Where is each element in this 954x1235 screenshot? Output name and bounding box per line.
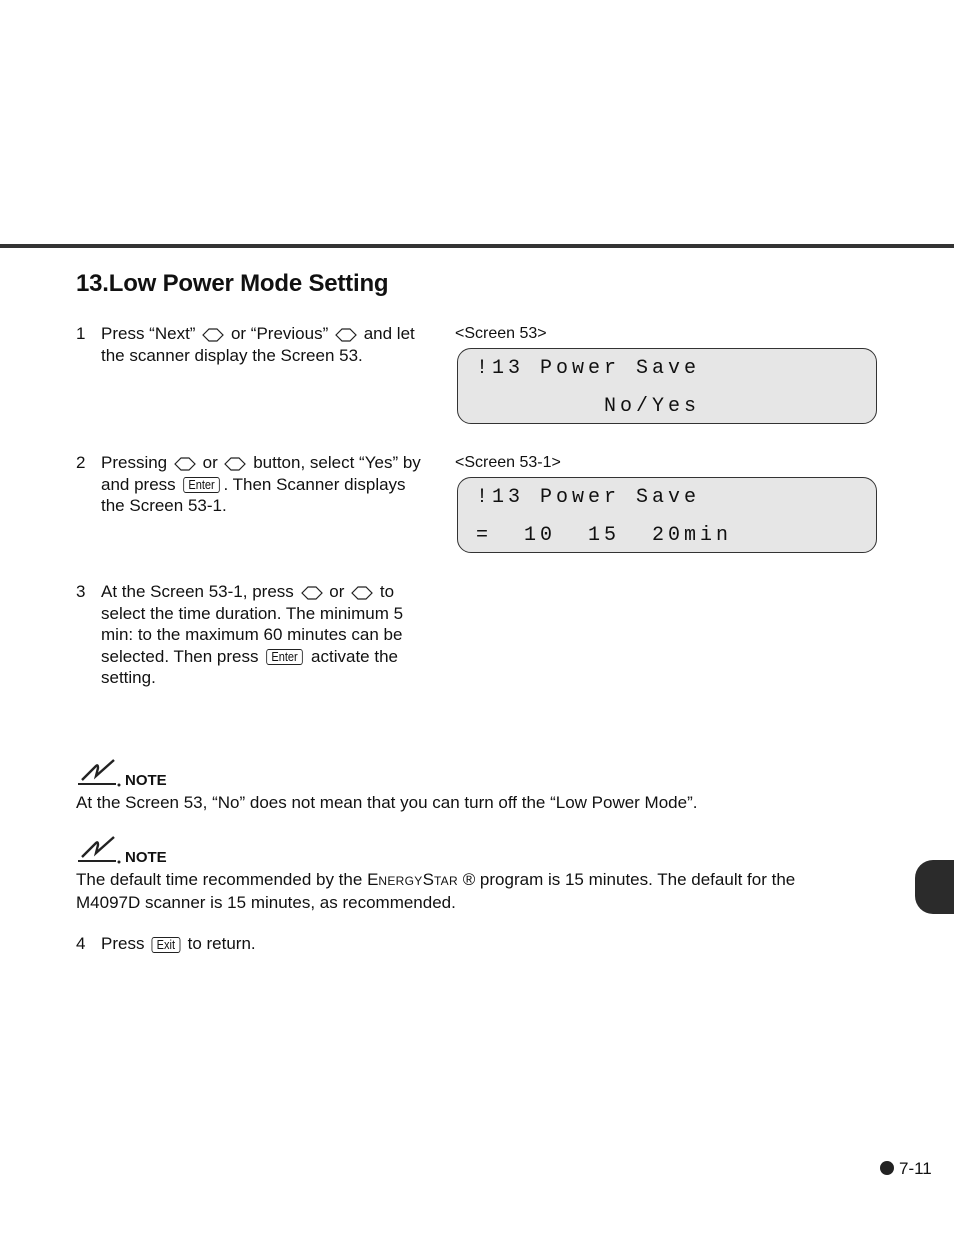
step-text: and press — [101, 474, 176, 494]
step-4 — [76, 933, 436, 957]
next-diamond-icon — [174, 457, 196, 471]
step-text: to return. — [187, 934, 256, 953]
section-title: 13.Low Power Mode Setting — [76, 270, 389, 297]
previous-diamond-icon — [335, 328, 357, 342]
step-text: the Screen 53-1. — [101, 496, 227, 515]
enter-key: Enter — [184, 477, 221, 493]
bullet-icon — [880, 1161, 894, 1175]
note-text: The default time recommended by the ENERGYSTAR ® program is 15 minutes. The default for the M4097D scanner is 15 minutes, as recommended. — [76, 870, 796, 912]
chapter-tab — [915, 860, 954, 914]
note-label: NOTE — [125, 849, 167, 866]
lcd-screen-53 — [457, 348, 877, 424]
step-2 — [76, 452, 436, 518]
next-diamond-icon — [301, 586, 323, 600]
step-text: . Then Scanner displays — [223, 474, 406, 494]
enter-key: Enter — [266, 649, 303, 665]
step-text: select the time duration. The minimum 5 — [101, 603, 404, 623]
note-text: At the Screen 53, “No” does not mean that you can turn off the “Low Power Mode”. — [76, 793, 698, 812]
screen-label: <Screen 53-1> — [455, 454, 561, 471]
previous-diamond-icon — [351, 586, 373, 600]
step-text: or — [329, 582, 345, 601]
header-rule — [0, 244, 954, 248]
screen-label: <Screen 53> — [455, 325, 547, 342]
step-text: selected. Then press — [101, 646, 259, 666]
note-label: NOTE — [125, 772, 167, 789]
step-text: to — [379, 582, 395, 601]
page-number: 7-11 — [880, 1159, 932, 1179]
pen-note-icon — [76, 835, 122, 865]
step-text: setting. — [101, 668, 156, 687]
step-text: button, select “Yes” by — [253, 453, 421, 472]
previous-diamond-icon — [224, 457, 246, 471]
step-text: Press “Next” — [101, 324, 196, 343]
step-text: and let — [363, 324, 415, 343]
step-text: or — [202, 453, 218, 472]
pen-note-icon — [76, 758, 122, 788]
lcd-line-1: !13 Power Save — [476, 357, 701, 380]
step-number: 3 — [76, 582, 86, 601]
step-text: min: to the maximum 60 minutes can be — [101, 625, 403, 644]
lcd-line-2: No/Yes — [476, 395, 701, 418]
step-text: or “Previous” — [230, 324, 329, 343]
step-number: 4 — [76, 934, 86, 953]
exit-key: Exit — [152, 937, 181, 953]
step-text: the scanner display the Screen 53. — [101, 345, 363, 365]
step-number: 1 — [76, 324, 86, 343]
energy-star-name: ENERGYSTAR — [367, 870, 458, 889]
step-1 — [76, 323, 436, 369]
next-diamond-icon — [202, 328, 224, 342]
lcd-screen-53-1 — [457, 477, 877, 553]
step-text: activate the — [311, 646, 398, 666]
step-3 — [76, 581, 436, 691]
lcd-line-2: = 10 15 20min — [476, 524, 733, 547]
step-text: At the Screen 53-1, press — [101, 582, 294, 601]
step-text: Pressing — [101, 453, 168, 472]
step-number: 2 — [76, 453, 86, 472]
lcd-line-1: !13 Power Save — [476, 486, 701, 509]
step-text: Press — [101, 934, 145, 953]
